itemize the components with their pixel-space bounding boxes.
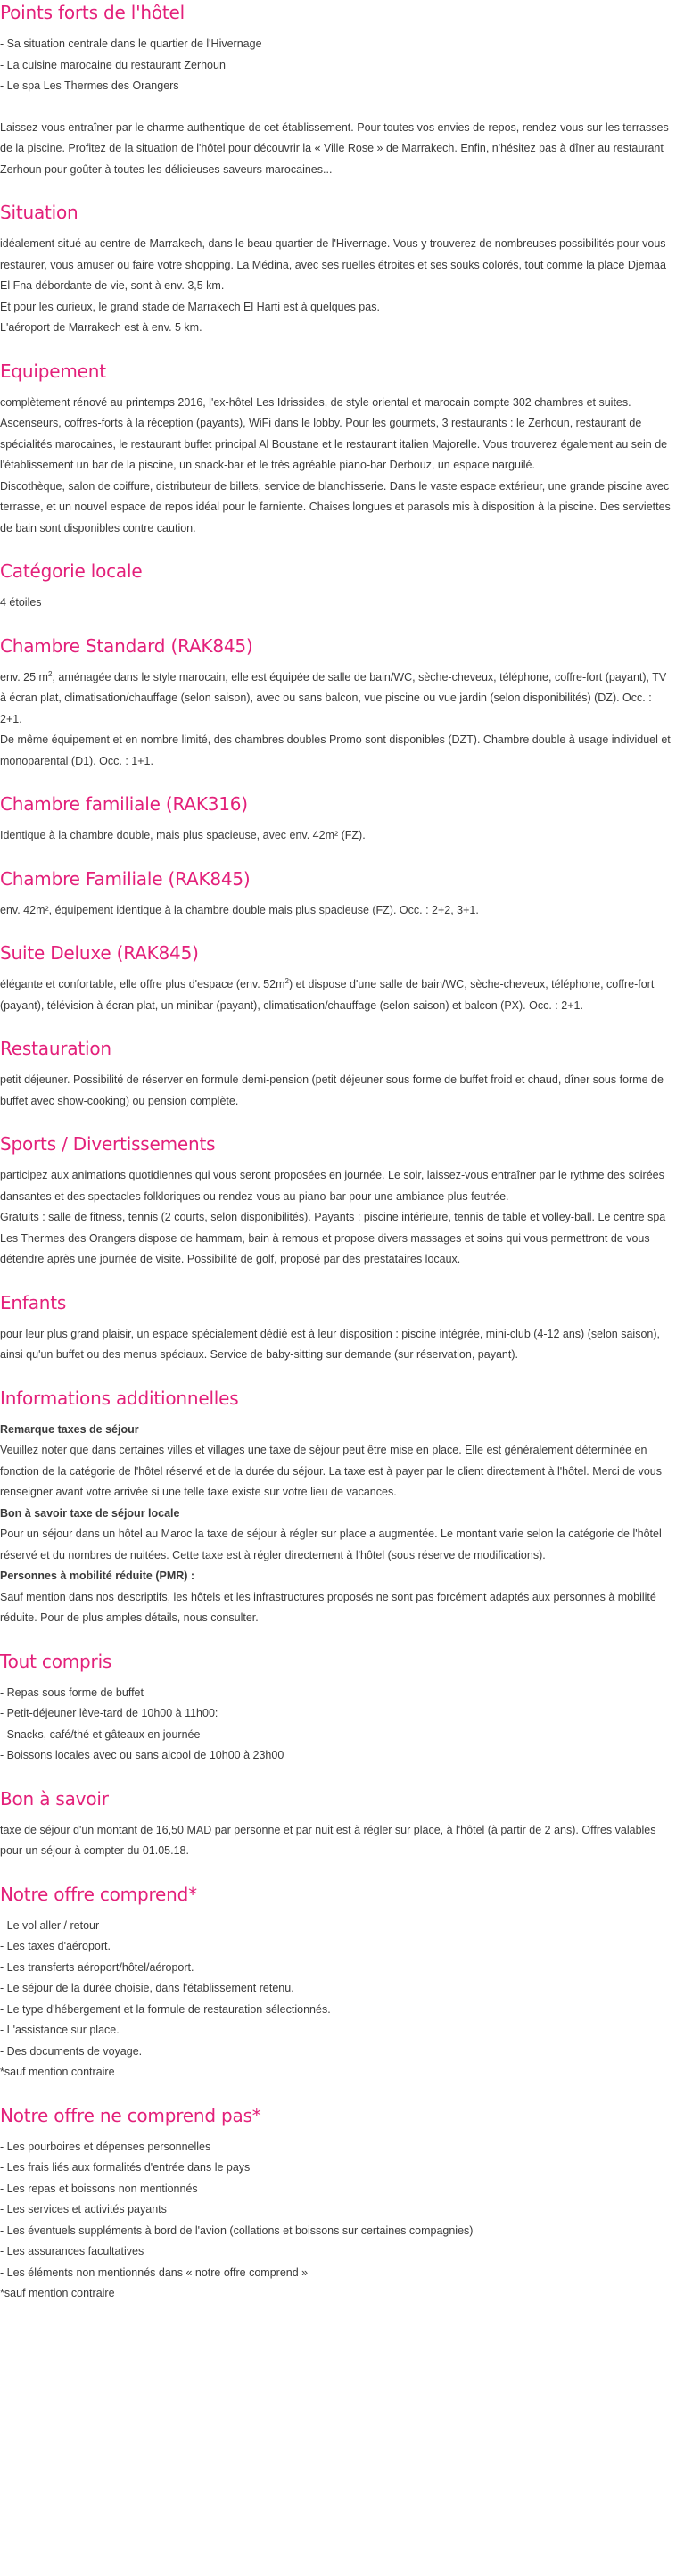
list-item: - Repas sous forme de buffet — [0, 1686, 144, 1699]
section-enfants — [0, 1290, 671, 1366]
section-sports — [0, 1131, 671, 1271]
section-title: Tout compris — [0, 1650, 112, 1672]
subheading: Remarque taxes de séjour — [0, 1422, 139, 1436]
paragraph: L'aéroport de Marrakech est à env. 5 km. — [0, 321, 202, 334]
list-item: - Les transferts aéroport/hôtel/aéroport. — [0, 1960, 194, 1974]
section-title: Points forts de l'hôtel — [0, 2, 185, 23]
list-item: - Petit-déjeuner lève-tard de 10h00 à 11h00: — [0, 1707, 218, 1719]
superscript: 2 — [284, 976, 289, 985]
paragraph: Gratuits : salle de fitness, tennis (2 courts, selon disponibilités). Payants : piscine intérieure, tennis de table et volley-ball. Le centre spa Les Thermes des Orangers dispose de hammam, bain à remous et propose divers massages et soins qui vous permettront de vous détendre après une journée de visite. Possibilité de golf, proposé par des prestataires locaux. — [0, 1211, 666, 1265]
list-item: - Sa situation centrale dans le quartier de l'Hivernage — [0, 37, 262, 50]
list-item: - Le séjour de la durée choisie, dans l'établissement retenu. — [0, 1982, 294, 1994]
paragraph: Et pour les curieux, le grand stade de Marrakech El Harti est à quelques pas. — [0, 300, 380, 313]
list-item: - Les éléments non mentionnés dans « notre offre comprend » — [0, 2265, 309, 2279]
section-offre-comprend — [0, 1882, 671, 2083]
section-categorie — [0, 559, 671, 614]
list-item: - Les éventuels suppléments à bord de l'avion (collations et boissons sur certaines compagnies) — [0, 2224, 474, 2237]
section-title: Situation — [0, 202, 78, 223]
excluded-list — [0, 2137, 671, 2305]
subheading: Bon à savoir taxe de séjour locale — [0, 1506, 180, 1520]
section-title: Bon à savoir — [0, 1787, 109, 1810]
list-item: - Le spa Les Thermes des Orangers — [0, 79, 179, 92]
paragraph: env. 42m², équipement identique à la chambre double mais plus spacieuse (FZ). Occ. : 2+2, 3+1. — [0, 903, 479, 916]
paragraph: Discothèque, salon de coiffure, distributeur de billets, service de blanchisserie. Dans le vaste espace extérieur, une grande piscine avec terrasse, et un nouvel espace de repos idéal pour le farniente. Chaises longues et parasols mis à disposition à la piscine. Des serviettes de bain sont disponibles contre caution. — [0, 479, 671, 534]
list-item: - Snacks, café/thé et gâteaux en journée — [0, 1727, 201, 1741]
section-points-forts — [0, 0, 671, 180]
paragraph: Laissez-vous entraîner par le charme authentique de cet établissement. Pour toutes vos envies de repos, rendez-vous sur les terrasses de la piscine. Profitez de la situation de l'hôtel pour découvrir la « Ville Rose » de Marrakech. Enfin, n'hésitez pas à dîner au restaurant Zerhoun pour goûter à toutes les délicieuses saveurs marocaines... — [0, 120, 669, 176]
section-chambre-familiale-316 — [0, 791, 671, 847]
text: élégante et confortable, elle offre plus d'espace (env. 52m — [0, 978, 285, 990]
all-inclusive-list — [0, 1683, 671, 1767]
section-title: Notre offre comprend* — [0, 1883, 197, 1905]
paragraph — [0, 667, 671, 731]
section-offre-ne-comprend — [0, 2103, 671, 2305]
paragraph: petit déjeuner. Possibilité de réserver en formule demi-pension (petit déjeuner sous forme de buffet froid et chaud, dîner sous forme de buffet avec show-cooking) ou pension complète. — [0, 1073, 664, 1107]
category-value: 4 étoiles — [0, 596, 42, 609]
section-title: Notre offre ne comprend pas* — [0, 2104, 261, 2126]
list-item: - Les repas et boissons non mentionnés — [0, 2182, 198, 2195]
section-title: Chambre Familiale (RAK845) — [0, 867, 251, 890]
list-item: - La cuisine marocaine du restaurant Zerhoun — [0, 58, 226, 71]
list-item: - Les pourboires et dépenses personnelles — [0, 2140, 211, 2153]
included-list — [0, 1916, 671, 2083]
paragraph: Identique à la chambre double, mais plus spacieuse, avec env. 42m² (FZ). — [0, 829, 366, 841]
text: ) et dispose d'une salle de bain/WC, sèche-cheveux, téléphone, coffre-fort (payant), télévision à écran plat, un minibar (payant), climatisation/chauffage (selon saison) et balcon (PX). Occ. : 2+1. — [0, 978, 655, 1012]
section-title: Chambre Standard (RAK845) — [0, 634, 253, 657]
section-informations — [0, 1386, 671, 1629]
section-title: Suite Deluxe (RAK845) — [0, 942, 199, 964]
paragraph — [0, 974, 671, 1016]
section-suite-deluxe — [0, 940, 671, 1016]
highlights-list — [0, 34, 671, 97]
list-item: *sauf mention contraire — [0, 2066, 115, 2078]
subheading: Personnes à mobilité réduite (PMR) : — [0, 1570, 195, 1582]
section-title: Enfants — [0, 1291, 67, 1313]
section-title: Restauration — [0, 1038, 111, 1059]
paragraph: complètement rénové au printemps 2016, l'ex-hôtel Les Idrissides, de style oriental et marocain compte 302 chambres et suites. Ascenseurs, coffres-forts à la réception (payants), WiFi dans le lobby. Pour les gourmets, 3 restaurants : le Zerhoun, restaurant de spécialités marocaines, le restaurant buffet principal Al Boustane et le restaurant italien Majorelle. Vous trouverez également au sein de l'établissement un bar de la piscine, un snack-bar et le très agréable piano-bar Derbouz, un espace narguilé. — [0, 395, 668, 471]
paragraph: De même équipement et en nombre limité, des chambres doubles Promo sont disponibles (DZT). Chambre double à usage individuel et monoparental (D1). Occ. : 1+1. — [0, 733, 671, 767]
paragraph: Sauf mention dans nos descriptifs, les hôtels et les infrastructures proposés ne sont pas forcément adaptés aux personnes à mobilité réduite. Pour de plus amples détails, nous consulter. — [0, 1590, 656, 1624]
section-chambre-standard — [0, 634, 671, 773]
list-item: - Les taxes d'aéroport. — [0, 1940, 111, 1952]
text: , aménagée dans le style marocain, elle est équipée de salle de bain/WC, sèche-cheveux, téléphone, coffre-fort (payant), TV à écran plat, climatisation/chauffage (selon saison), avec ou sans balcon, vue piscine ou vue jardin (selon disponibilités) (DZ). Occ. : 2+1. — [0, 670, 667, 725]
paragraph: Pour un séjour dans un hôtel au Maroc la taxe de séjour à régler sur place a augmentée. Le montant varie selon la catégorie de l'hôtel réservé et du nombres de nuitées. Cette taxe est à régler directement à l'hôtel (sous réserve de modifications). — [0, 1528, 662, 1561]
section-title: Sports / Divertissements — [0, 1133, 216, 1155]
superscript: 2 — [47, 669, 53, 678]
paragraph: taxe de séjour d'un montant de 16,50 MAD par personne et par nuit est à régler sur place, à l'hôtel (à partir de 2 ans). Offres valables pour un séjour à compter du 01.05.18. — [0, 1823, 656, 1857]
list-item: - Les frais liés aux formalités d'entrée dans le pays — [0, 2161, 251, 2174]
section-bon-a-savoir — [0, 1786, 671, 1862]
paragraph: participez aux animations quotidiennes qui vous seront proposées en journée. Le soir, laissez-vous entraîner par le rythme des soirées dansantes et des spectacles folkloriques ou rendez-vous au piano-bar pour une ambiance plus feutrée. — [0, 1169, 664, 1203]
section-situation — [0, 200, 671, 339]
section-tout-compris — [0, 1649, 671, 1767]
list-item: - Boissons locales avec ou sans alcool de 10h00 à 23h00 — [0, 1749, 284, 1761]
text: env. 25 m — [0, 670, 48, 683]
paragraph: idéalement situé au centre de Marrakech, dans le beau quartier de l'Hivernage. Vous y trouverez de nombreuses possibilités pour vous restaurer, vous amuser ou faire votre shopping. La Médina, avec ses ruelles étroites et ses souks colorés, tout comme la place Djemaa El Fna débordante de vie, sont à env. 3,5 km. — [0, 237, 666, 292]
list-item: - Le type d'hébergement et la formule de restauration sélectionnés. — [0, 2002, 331, 2016]
paragraph: pour leur plus grand plaisir, un espace spécialement dédié est à leur disposition : piscine intégrée, mini-club (4-12 ans) (selon saison), ainsi qu'un buffet ou des menus spéciaux. Service de baby-sitting sur demande (sur réservation, payant). — [0, 1327, 660, 1361]
list-item: - Le vol aller / retour — [0, 1918, 100, 1932]
section-title: Catégorie locale — [0, 560, 143, 582]
list-item: - Les assurances facultatives — [0, 2245, 144, 2257]
section-restauration — [0, 1036, 671, 1112]
section-chambre-familiale-845 — [0, 866, 671, 922]
paragraph: Veuillez noter que dans certaines villes et villages une taxe de séjour peut être mise en place. Elle est généralement déterminée en fonction de la catégorie de l'hôtel réservé et de la durée du séjour. La taxe est à payer par le client directement à l'hôtel. Merci de vous renseigner avant votre arrivée si une telle taxe existe sur votre lieu de vacances. — [0, 1444, 663, 1498]
list-item: - L'assistance sur place. — [0, 2024, 120, 2036]
section-title: Equipement — [0, 360, 106, 382]
list-item: - Des documents de voyage. — [0, 2044, 143, 2058]
section-title: Chambre familiale (RAK316) — [0, 793, 248, 815]
list-item: - Les services et activités payants — [0, 2203, 167, 2216]
section-equipement — [0, 359, 671, 540]
section-title: Informations additionnelles — [0, 1387, 239, 1409]
list-item: *sauf mention contraire — [0, 2287, 115, 2299]
